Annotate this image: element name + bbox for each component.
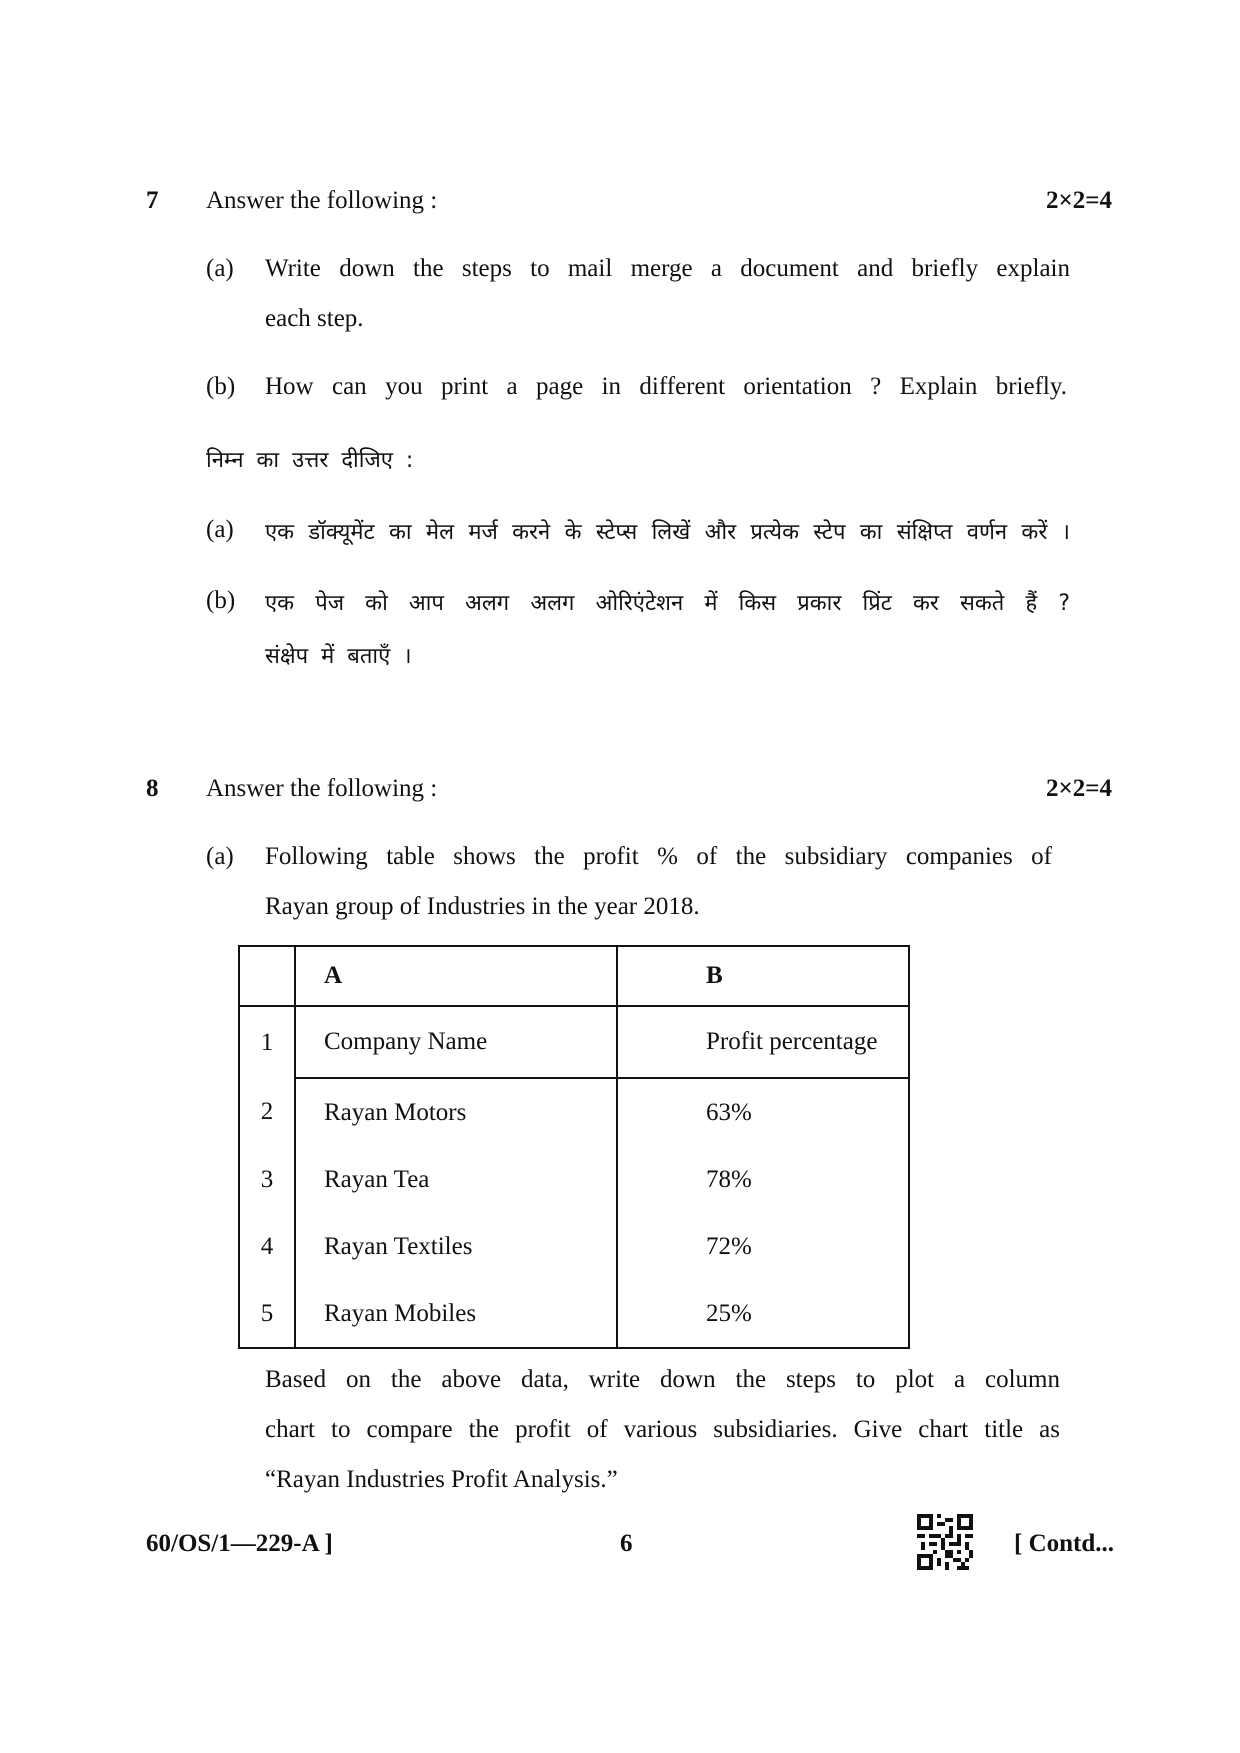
- question-8a-label: (a): [206, 843, 234, 870]
- table-row: [239, 1213, 909, 1280]
- profit-table: [238, 945, 910, 1349]
- question-7b-hindi-line2: संक्षेप में बताएँ ।: [265, 644, 412, 669]
- question-7a-hindi-label: (a): [206, 516, 234, 543]
- question-7b-hindi-line1: एक पेज को आप अलग अलग ओरिएंटेशन में किस प्रकार प्रिंट कर सकते हैं ?: [265, 591, 1070, 616]
- table-row: [239, 1006, 909, 1078]
- question-7b-line1: How can you print a page in different orientation ? Explain briefly.: [265, 373, 1067, 400]
- qr-code-icon: [917, 1514, 973, 1570]
- company-name-cell: Rayan Mobiles: [295, 1280, 617, 1348]
- question-7a-hindi-line1: एक डॉक्यूमेंट का मेल मर्ज करने के स्टेप्स लिखें और प्रत्येक स्टेप का संक्षिप्त वर्णन करें ।: [265, 520, 1070, 545]
- table-row: [239, 1146, 909, 1213]
- question-7-marks: 2×2=4: [1046, 187, 1112, 214]
- question-8a-instruction-line1: Based on the above data, write down the steps to plot a column: [265, 1366, 1060, 1393]
- question-8a-instruction-line3: “Rayan Industries Profit Analysis.”: [265, 1466, 618, 1493]
- question-8-title: Answer the following :: [206, 775, 438, 802]
- table-corner-cell: [239, 946, 295, 1006]
- question-7a-line2: each step.: [265, 305, 364, 332]
- profit-cell: 25%: [706, 1299, 752, 1327]
- row-index: 4: [239, 1213, 295, 1280]
- question-7a-line1: Write down the steps to mail merge a document and briefly explain: [265, 255, 1070, 282]
- paper-code: 60/OS/1—229-A ]: [146, 1530, 333, 1557]
- profit-cell: 63%: [706, 1098, 752, 1126]
- row-index: 2: [239, 1078, 295, 1146]
- question-7-title: Answer the following :: [206, 187, 438, 214]
- company-name-cell: Rayan Motors: [295, 1078, 617, 1146]
- company-name-cell: Rayan Tea: [295, 1146, 617, 1213]
- continued-marker: [ Contd...: [1014, 1530, 1115, 1557]
- question-8a-instruction-line2: chart to compare the profit of various subsidiaries. Give chart title as: [265, 1416, 1060, 1443]
- question-7-number: 7: [146, 187, 159, 214]
- table-row: [239, 1280, 909, 1348]
- question-7b-hindi-label: (b): [206, 587, 236, 614]
- row-index: 1: [239, 1006, 295, 1078]
- table-row: [239, 1078, 909, 1146]
- column-header-a: A: [295, 946, 617, 1006]
- company-name-cell: Company Name: [295, 1006, 617, 1078]
- page-number: 6: [620, 1530, 633, 1557]
- question-7-hindi-title: निम्न का उत्तर दीजिए :: [206, 448, 414, 473]
- table-header-row: [239, 946, 909, 1006]
- question-8-number: 8: [146, 775, 159, 802]
- question-8a-line2: Rayan group of Industries in the year 2018.: [265, 893, 700, 920]
- profit-cell: Profit percentage: [617, 1006, 909, 1078]
- question-7a-label: (a): [206, 255, 234, 282]
- profit-cell: 78%: [706, 1165, 752, 1193]
- question-8a-line1: Following table shows the profit % of the subsidiary companies of: [265, 843, 1052, 870]
- company-name-cell: Rayan Textiles: [295, 1213, 617, 1280]
- column-header-b: B: [617, 946, 909, 1006]
- profit-cell: 72%: [706, 1232, 752, 1260]
- row-index: 3: [239, 1146, 295, 1213]
- question-7b-label: (b): [206, 373, 236, 400]
- row-index: 5: [239, 1280, 295, 1348]
- question-8-marks: 2×2=4: [1046, 775, 1112, 802]
